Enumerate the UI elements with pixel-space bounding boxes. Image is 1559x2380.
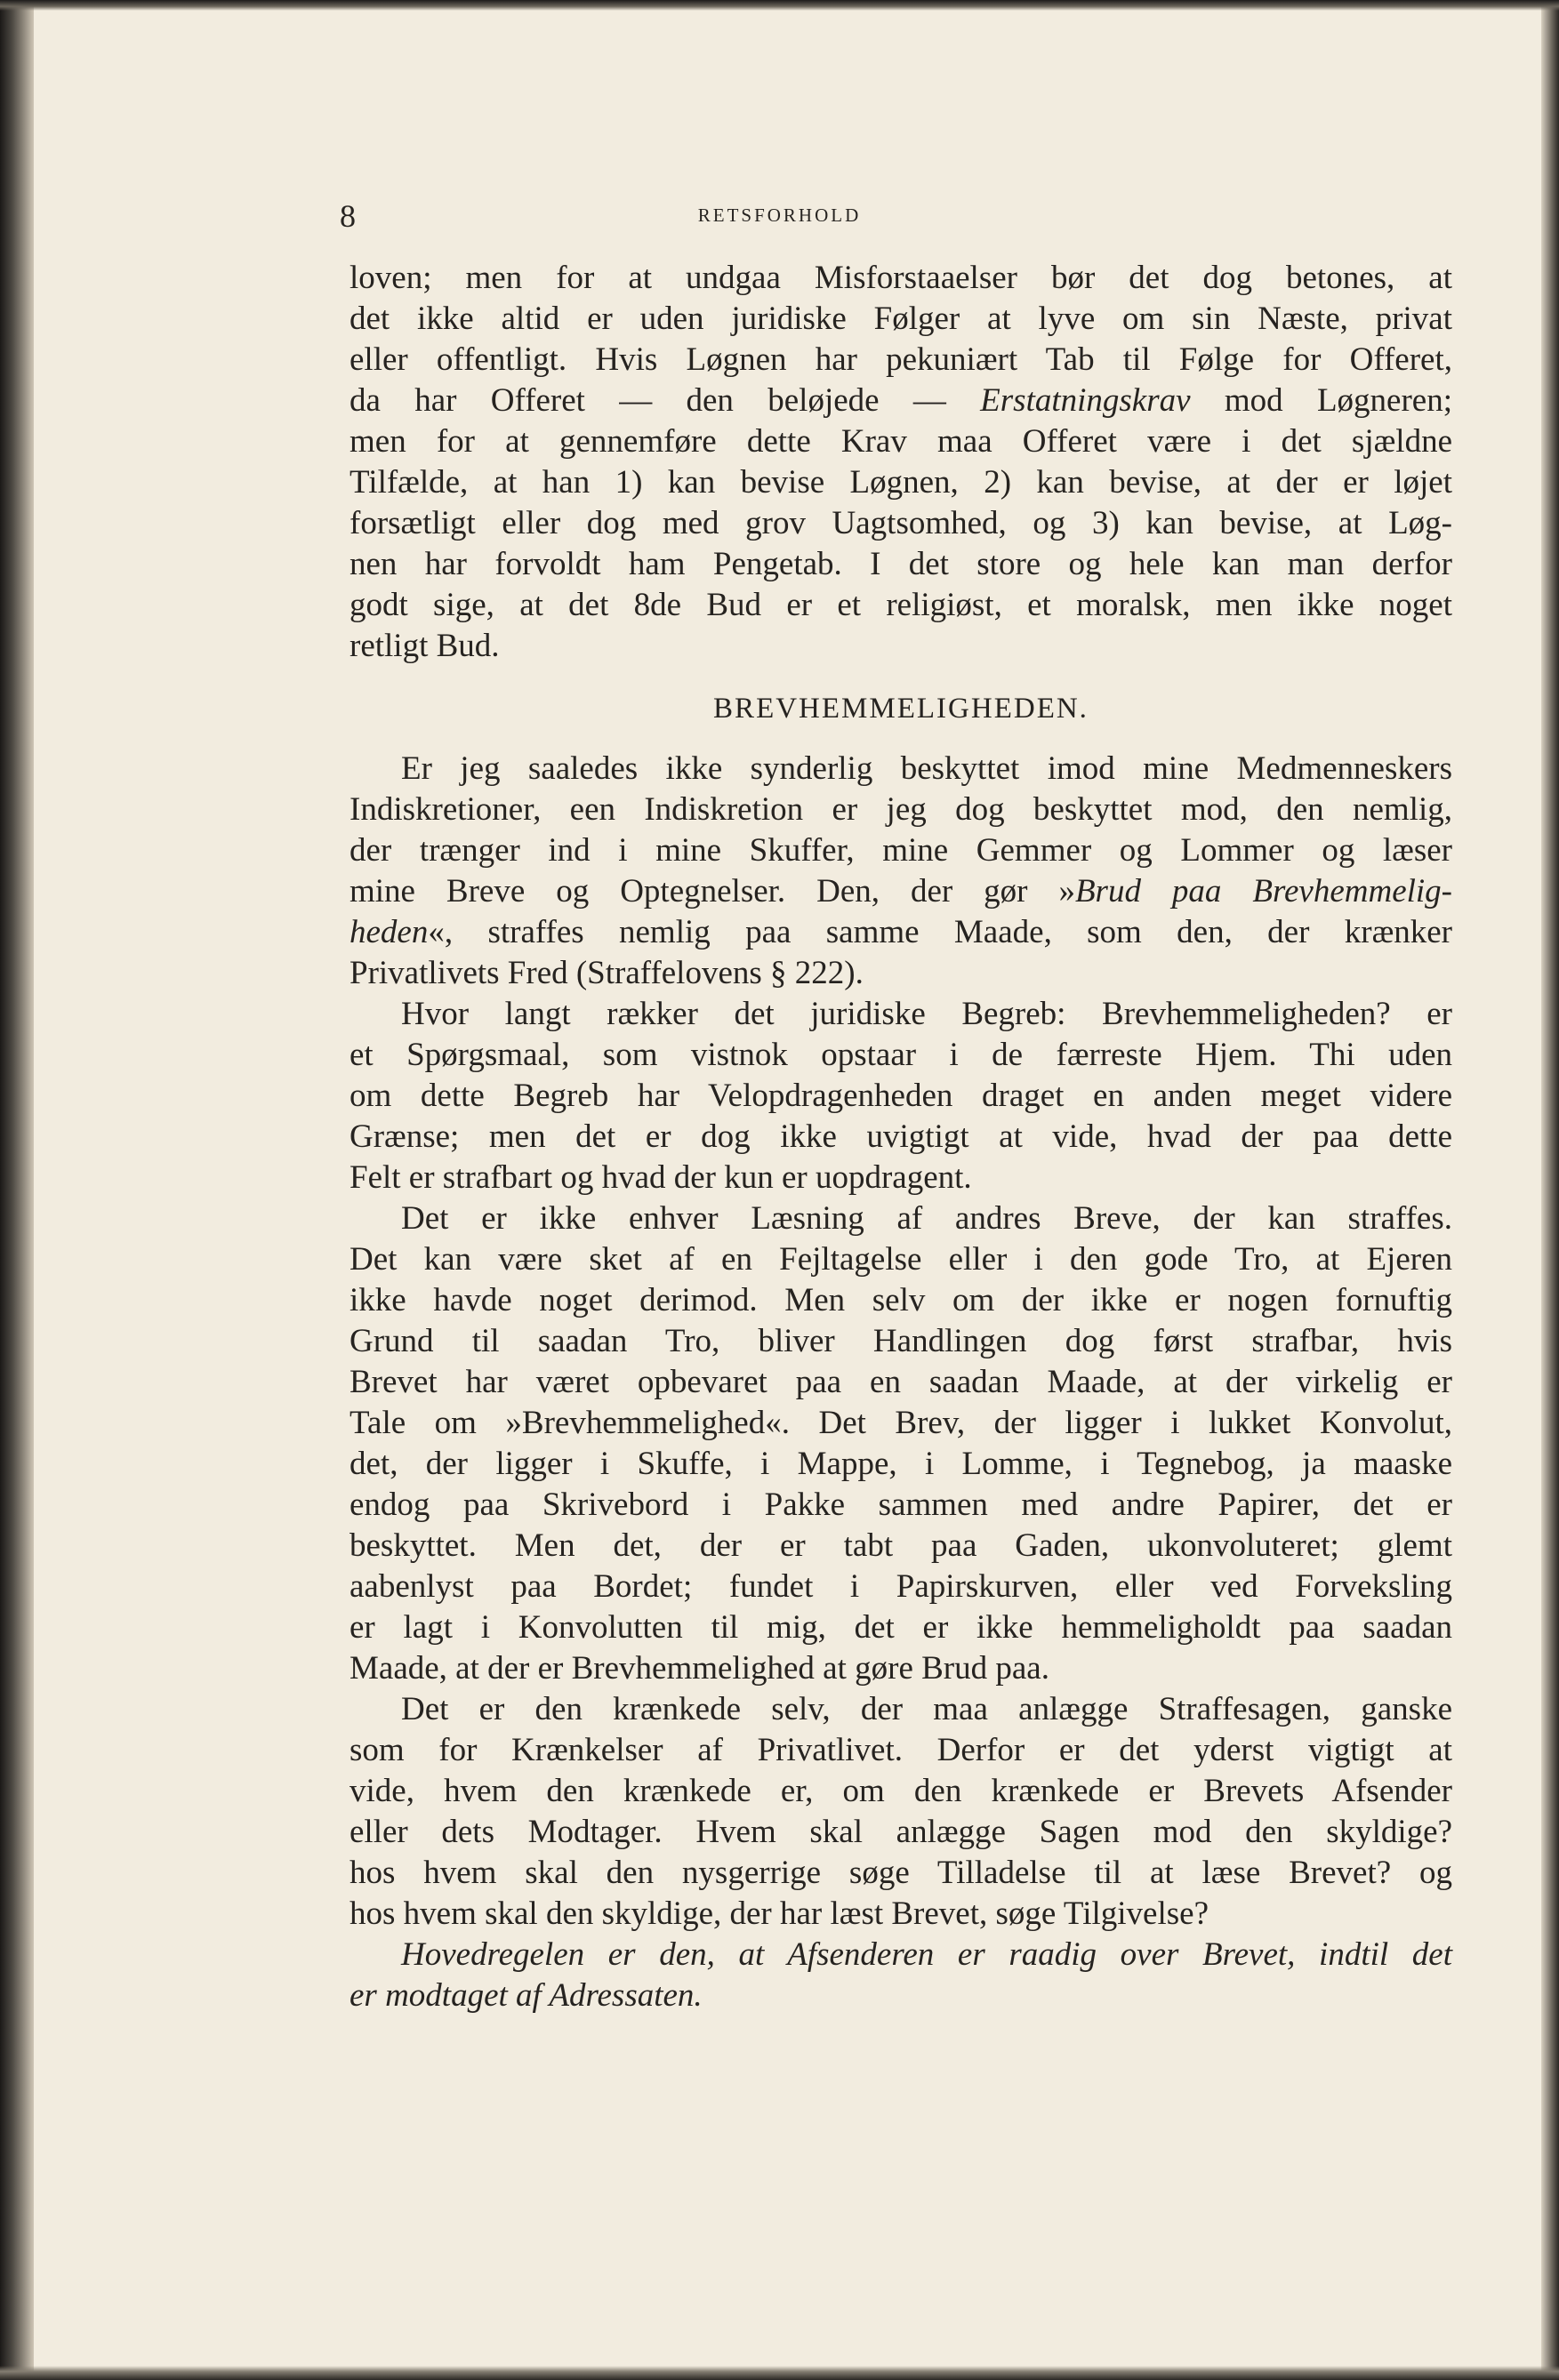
text-line: endog paa Skrivebord i Pakke sammen med andre Papirer, det er	[350, 1486, 1452, 1523]
text-line: det, der ligger i Skuffe, i Mappe, i Lomme, i Tegnebog, ja maaske	[350, 1446, 1452, 1482]
text-line: det ikke altid er uden juridiske Følger at lyve om sin Næste, privat	[350, 301, 1452, 337]
text-line: Tale om »Brevhemmelighed«. Det Brev, der ligger i lukket Konvolut,	[350, 1405, 1452, 1441]
paragraph	[350, 258, 1452, 667]
text-line: eller dets Modtager. Hvem skal anlægge Sagen mod den skyldige?	[350, 1814, 1452, 1850]
paragraph	[350, 1689, 1452, 1935]
text-line: Maade, at der er Brevhemmelighed at gøre Brud paa.	[350, 1650, 1049, 1687]
text-line: vide, hvem den krænkede er, om den krænkede er Brevets Afsender	[350, 1773, 1452, 1809]
text-line: Hvor langt rækker det juridiske Begreb: Brevhemmeligheden? er	[401, 996, 1452, 1032]
text-line: Det er den krænkede selv, der maa anlægge Straffesagen, ganske	[401, 1691, 1452, 1727]
text-line: som for Krænkelser af Privatlivet. Derfor er det yderst vigtigt at	[350, 1732, 1452, 1768]
text-line: beskyttet. Men det, der er tabt paa Gaden, ukonvoluteret; glemt	[350, 1527, 1452, 1564]
page-body	[350, 258, 1452, 2016]
book-binding-left	[0, 0, 34, 2380]
running-head: RETSFORHOLD	[697, 204, 862, 226]
text-line	[350, 381, 1452, 421]
text-line: godt sige, at det 8de Bud er et religiøst, et moralsk, men ikke noget	[350, 587, 1452, 623]
text-line: Brevet har været opbevaret paa en saadan Maade, at der virkelig er	[350, 1364, 1452, 1400]
text-line: der trænger ind i mine Skuffer, mine Gemmer og Lommer og læser	[350, 832, 1452, 869]
text-line: hos hvem skal den skyldige, der har læst Brevet, søge Tilgivelse?	[350, 1895, 1209, 1932]
text-line: nen har forvoldt ham Pengetab. I det store og hele kan man derfor	[350, 546, 1452, 582]
paragraph	[350, 1935, 1452, 2016]
text-line: er modtaget af Adressaten.	[350, 1977, 703, 2014]
text-line: et Spørgsmaal, som vistnok opstaar i de færreste Hjem. Thi uden	[350, 1037, 1452, 1073]
text-line	[350, 912, 1452, 953]
text-line: Er jeg saaledes ikke synderlig beskyttet imod mine Medmenneskers	[401, 750, 1452, 787]
text-line: eller offentligt. Hvis Løgnen har pekuniært Tab til Følge for Offeret,	[350, 341, 1452, 378]
section-heading: BREVHEMMELIGHEDEN.	[713, 693, 1089, 725]
paragraph	[350, 749, 1452, 994]
text-segment: mod Løgneren;	[1190, 382, 1452, 419]
page-edge-top	[0, 0, 1559, 11]
book-binding-right	[1541, 0, 1559, 2380]
text-line: Hovedregelen er den, at Afsenderen er raadig over Brevet, indtil det	[401, 1936, 1452, 1973]
text-line: om dette Begreb har Velopdragenheden draget en anden meget videre	[350, 1078, 1452, 1114]
text-line: loven; men for at undgaa Misforstaaelser bør det dog betones, at	[350, 260, 1452, 296]
text-segment: mine Breve og Optegnelser. Den, der gør »	[350, 873, 1075, 910]
text-line: ikke havde noget derimod. Men selv om der ikke er nogen fornuftig	[350, 1282, 1452, 1318]
text-line: er lagt i Konvolutten til mig, det er ikke hemmeligholdt paa saadan	[350, 1609, 1452, 1646]
italic-text: Erstatningskrav	[980, 382, 1191, 419]
text-line: Det er ikke enhver Læsning af andres Breve, der kan straffes.	[401, 1200, 1452, 1237]
text-line: men for at gennemføre dette Krav maa Offeret være i det sjældne	[350, 423, 1452, 460]
text-line: Privatlivets Fred (Straffelovens § 222).	[350, 955, 864, 991]
text-line: forsætligt eller dog med grov Uagtsomhed, og 3) kan bevise, at Løg-	[350, 505, 1452, 541]
text-line: Indiskretioner, een Indiskretion er jeg dog beskyttet mod, den nemlig,	[350, 791, 1452, 828]
paragraph	[350, 1198, 1452, 1689]
text-line: aabenlyst paa Bordet; fundet i Papirskurven, eller ved Forveksling	[350, 1568, 1452, 1605]
page-edge-bottom	[0, 2366, 1559, 2380]
text-line: Grund til saadan Tro, bliver Handlingen dog først strafbar, hvis	[350, 1323, 1452, 1359]
text-line: retligt Bud.	[350, 628, 500, 664]
text-segment: da har Offeret — den beløjede —	[350, 382, 981, 419]
italic-text: Brud paa Brevhemmelig-	[1074, 873, 1453, 910]
paragraph	[350, 994, 1452, 1198]
text-line	[350, 871, 1452, 912]
text-line: Tilfælde, at han 1) kan bevise Løgnen, 2) kan bevise, at der er løjet	[350, 464, 1452, 501]
text-line: Felt er strafbart og hvad der kun er uopdragent.	[350, 1159, 972, 1196]
page-number: 8	[340, 198, 357, 234]
text-segment: «, straffes nemlig paa samme Maade, som den, der krænker	[428, 914, 1452, 950]
text-line: hos hvem skal den nysgerrige søge Tilladelse til at læse Brevet? og	[350, 1855, 1452, 1891]
italic-text: heden	[350, 914, 429, 950]
text-line: Grænse; men det er dog ikke uvigtigt at vide, hvad der paa dette	[350, 1118, 1452, 1155]
text-line: Det kan være sket af en Fejltagelse eller i den gode Tro, at Ejeren	[350, 1241, 1452, 1278]
